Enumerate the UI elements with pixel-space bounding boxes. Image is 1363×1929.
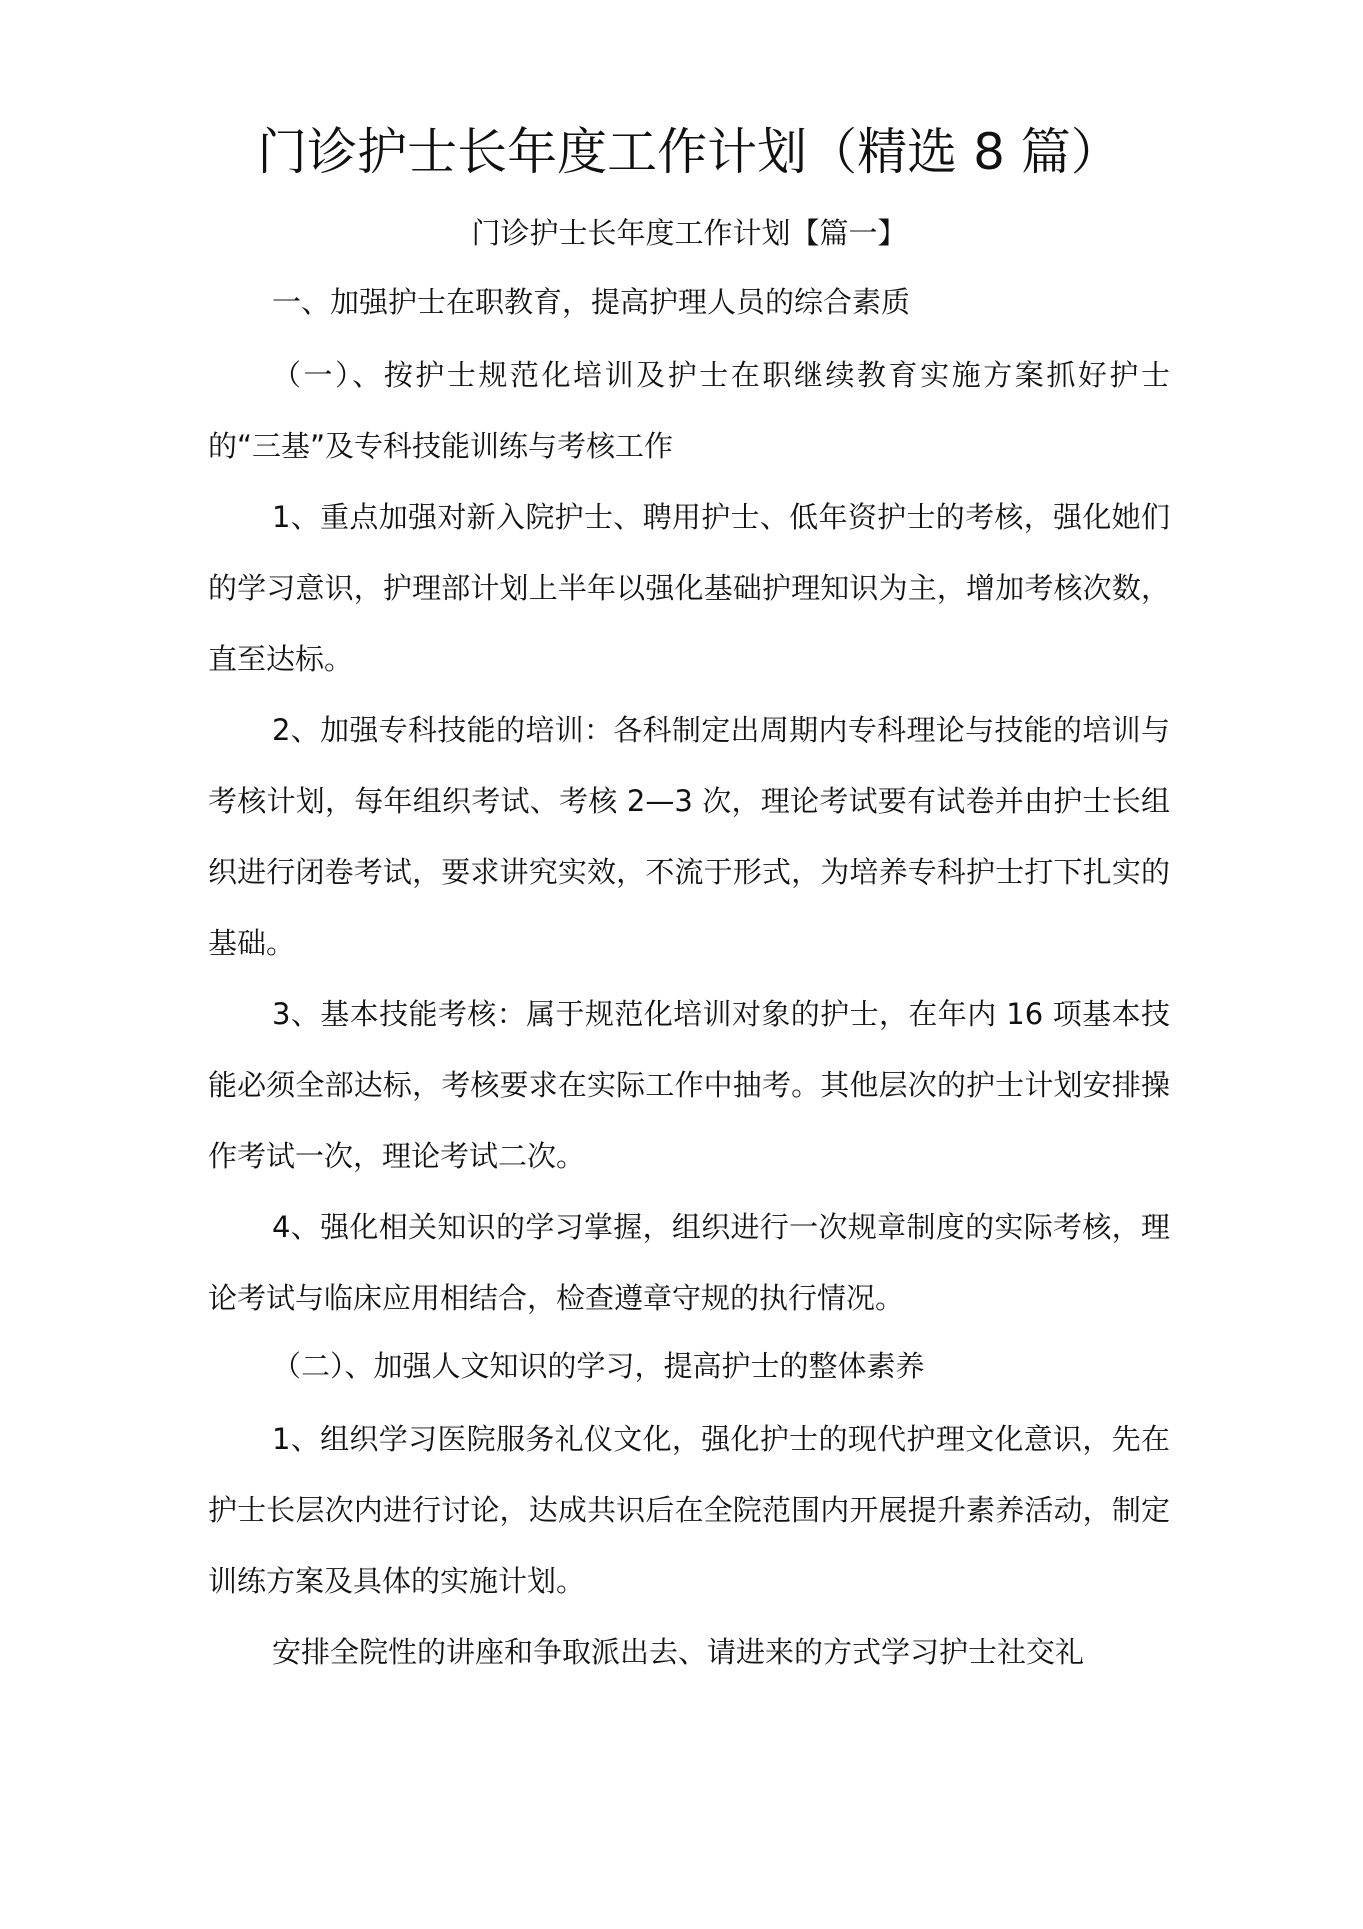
- paragraph: 1、重点加强对新入院护士、聘用护士、低年资护士的考核，强化她们的学习意识，护理部计划上半年以强化基础护理知识为主，增加考核次数，直至达标。: [208, 500, 1170, 676]
- paragraph: 一、加强护士在职教育，提高护理人员的综合素质: [272, 285, 911, 319]
- paragraph: （二）、加强人文知识的学习，提高护士的整体素养: [272, 1349, 925, 1383]
- document-body: [208, 110, 1170, 1688]
- paragraph: 2、加强专科技能的培训：各科制定出周期内专科理论与技能的培训与考核计划，每年组织考试、考核 2—3 次，理论考试要有试卷并由护士长组织进行闭卷考试，要求讲究实效，不流于形式，为培养专科护士打下扎实的基础。: [208, 713, 1170, 960]
- paragraph: 1、组织学习医院服务礼仪文化，强化护士的现代护理文化意识，先在护士长层次内进行讨论，达成共识后在全院范围内开展提升素养活动，制定训练方案及具体的实施计划。: [208, 1422, 1170, 1598]
- section-title: 门诊护士长年度工作计划【篇一】: [471, 216, 907, 250]
- paragraph: （一）、按护士规范化培训及护士在职继续教育实施方案抓好护士的“三基”及专科技能训练与考核工作: [208, 358, 1170, 463]
- document-title: 门诊护士长年度工作计划（精选 8 篇）: [257, 123, 1121, 181]
- paragraph: 安排全院性的讲座和争取派出去、请进来的方式学习护士社交礼: [272, 1635, 1085, 1669]
- paragraph: 3、基本技能考核：属于规范化培训对象的护士，在年内 16 项基本技能必须全部达标，考核要求在实际工作中抽考。其他层次的护士计划安排操作考试一次，理论考试二次。: [208, 997, 1170, 1173]
- paragraph: 4、强化相关知识的学习掌握，组织进行一次规章制度的实际考核，理论考试与临床应用相结合，检查遵章守规的执行情况。: [208, 1210, 1170, 1315]
